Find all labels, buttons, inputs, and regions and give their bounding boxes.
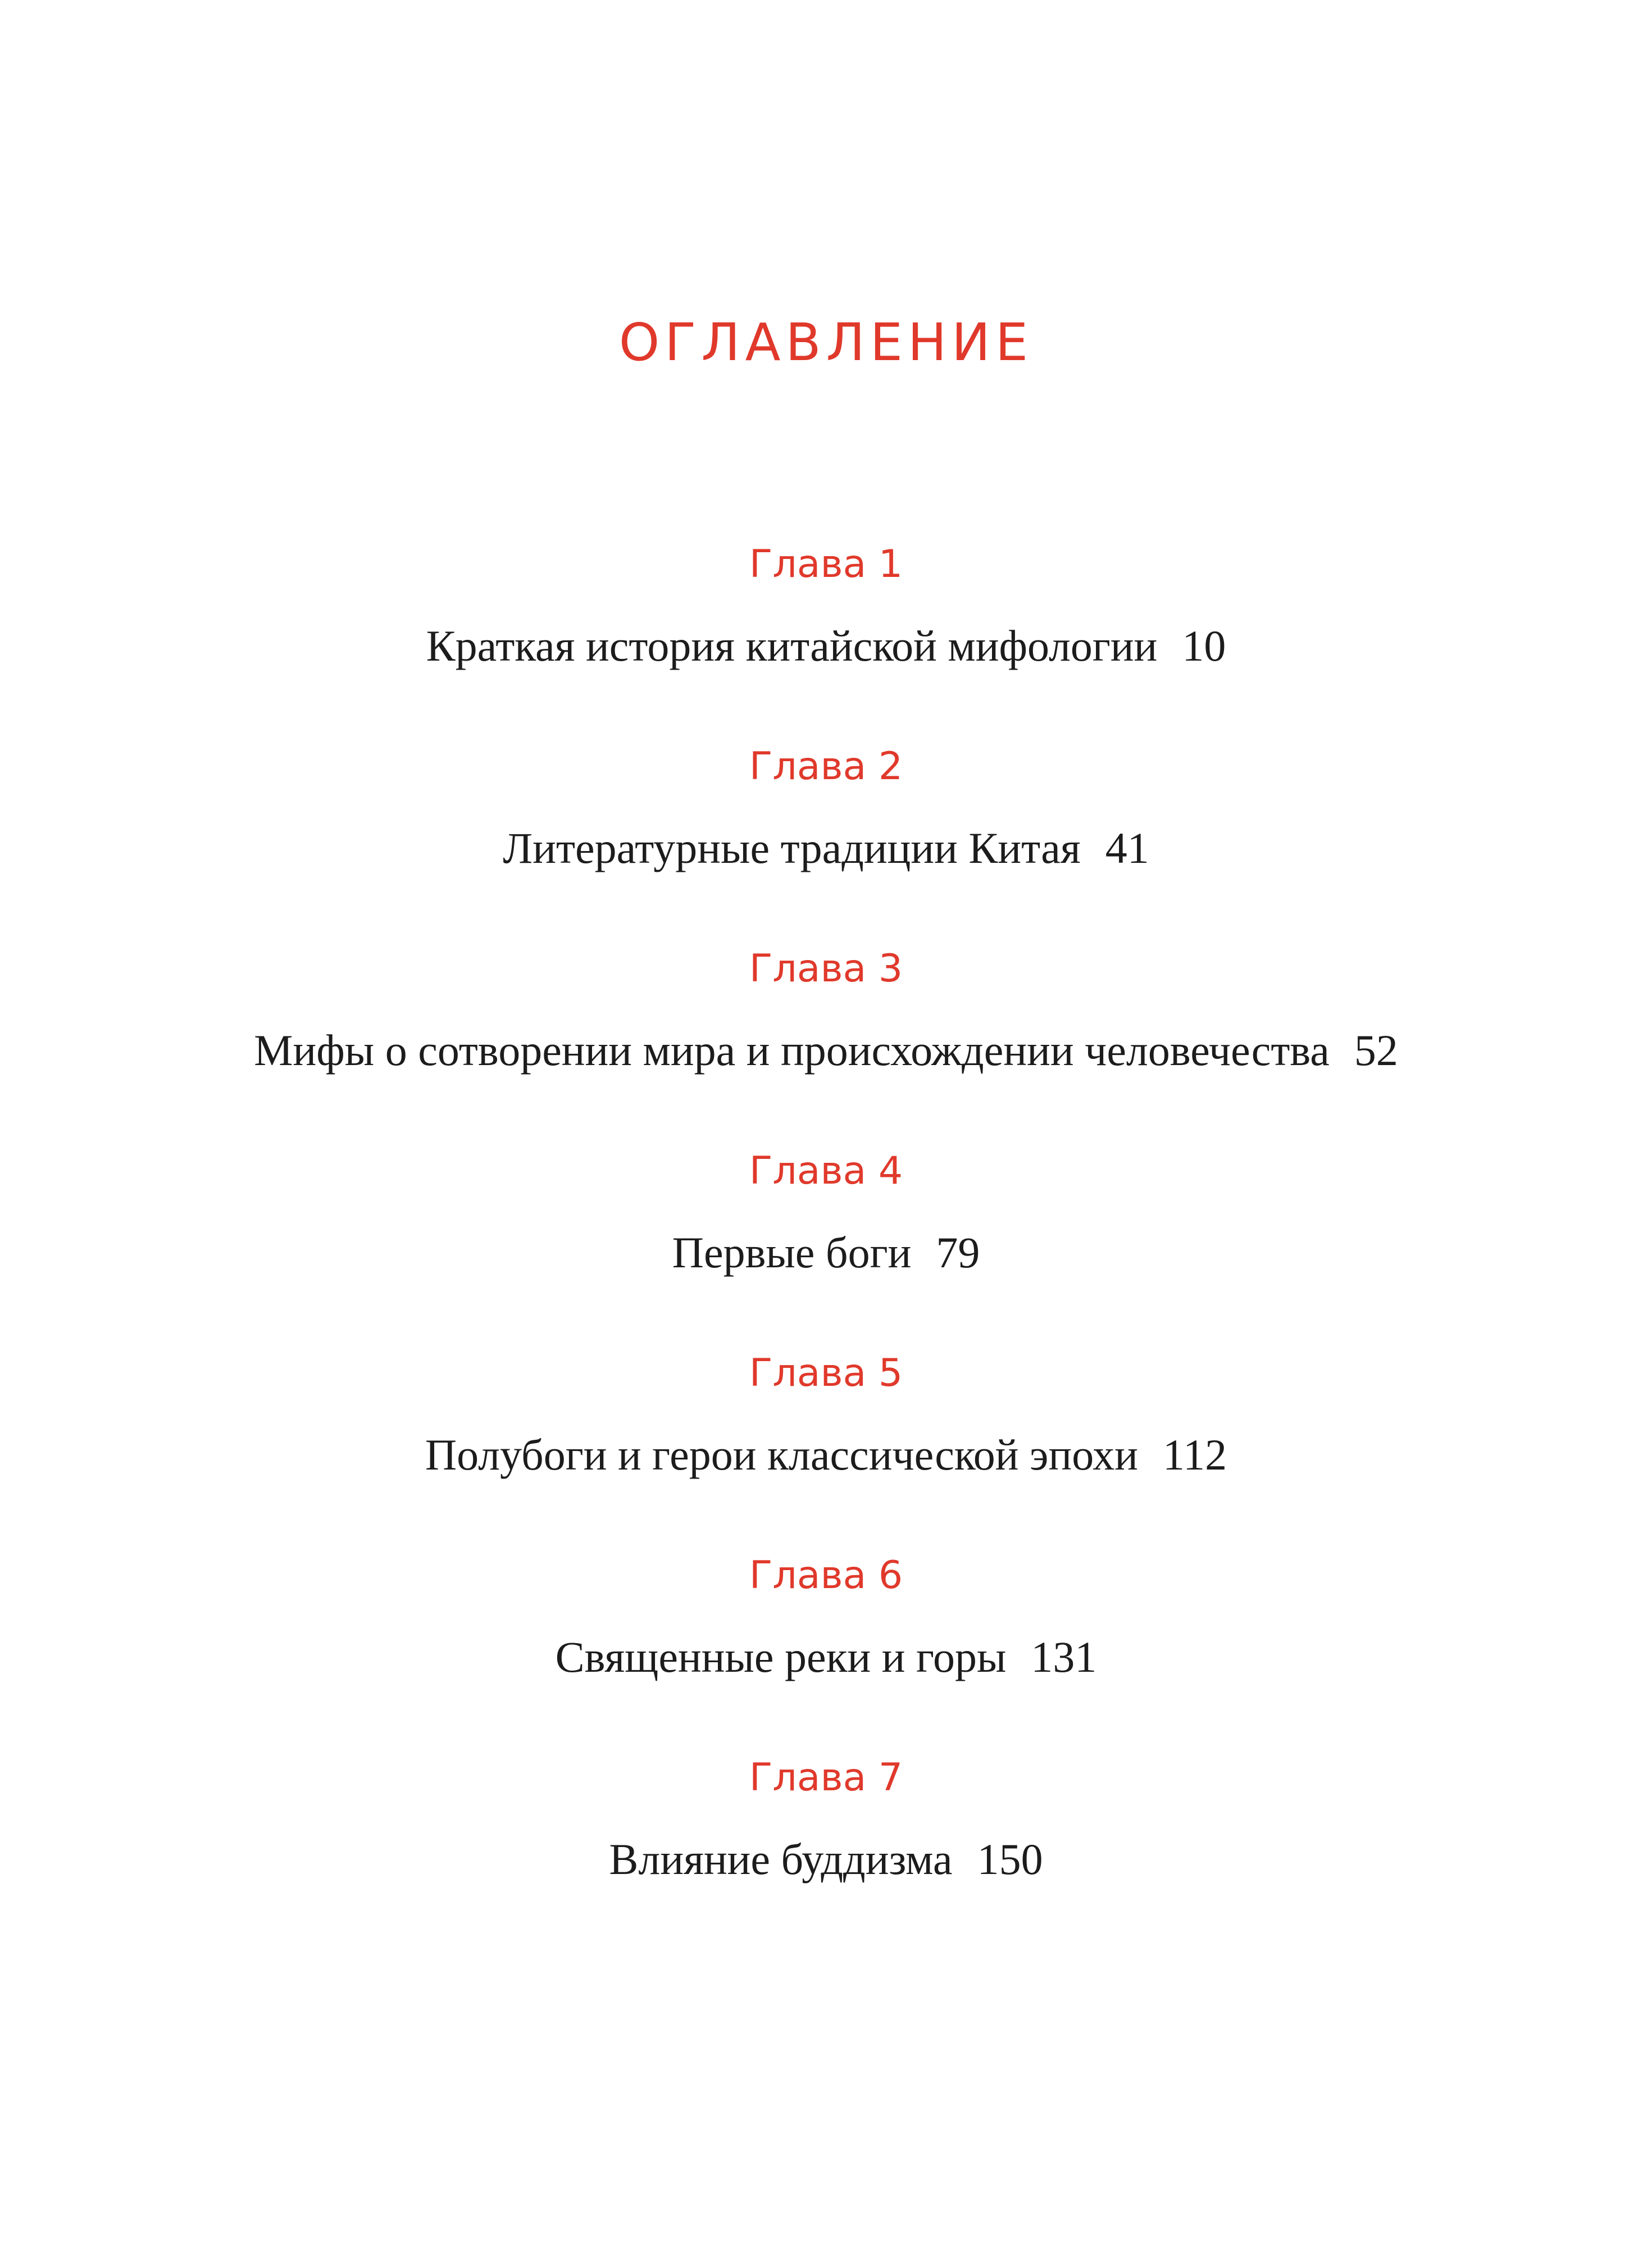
chapter-label: Глава 2	[749, 744, 903, 789]
chapter-label: Глава 6	[749, 1553, 903, 1598]
chapter-title: Мифы о сотворении мира и происхождении человечества	[254, 1026, 1330, 1075]
toc-title: ОГЛАВЛЕНИЕ	[618, 312, 1034, 372]
chapter-line	[0, 817, 1652, 879]
chapter-line	[0, 615, 1652, 677]
chapter-title: Влияние буддизма	[609, 1835, 953, 1884]
chapter-line	[0, 1626, 1652, 1688]
chapter-label: Глава 5	[749, 1351, 903, 1395]
chapter-title: Литературные традиции Китая	[503, 824, 1081, 872]
chapter-title: Священные реки и горы	[555, 1632, 1007, 1681]
chapter-title: Полубоги и герои классической эпохи	[425, 1430, 1139, 1479]
chapter-line	[0, 1828, 1652, 1890]
chapter-page-number: 150	[977, 1835, 1043, 1884]
chapter-label: Глава 1	[749, 542, 903, 586]
chapter-page-number: 41	[1105, 824, 1149, 872]
chapter-page-number: 79	[936, 1228, 980, 1277]
chapter-line	[0, 1222, 1652, 1284]
chapter-label: Глава 7	[749, 1755, 903, 1800]
chapter-line	[0, 1020, 1652, 1081]
chapter-page-number: 131	[1031, 1632, 1097, 1681]
chapter-page-number: 52	[1354, 1026, 1398, 1075]
chapter-line	[0, 1424, 1652, 1486]
chapter-title: Краткая история китайской мифологии	[426, 621, 1158, 670]
chapter-page-number: 10	[1182, 621, 1226, 670]
chapter-label: Глава 4	[749, 1149, 903, 1193]
chapter-label: Глава 3	[749, 947, 903, 991]
chapter-page-number: 112	[1163, 1430, 1227, 1479]
chapter-title: Первые боги	[672, 1228, 912, 1277]
